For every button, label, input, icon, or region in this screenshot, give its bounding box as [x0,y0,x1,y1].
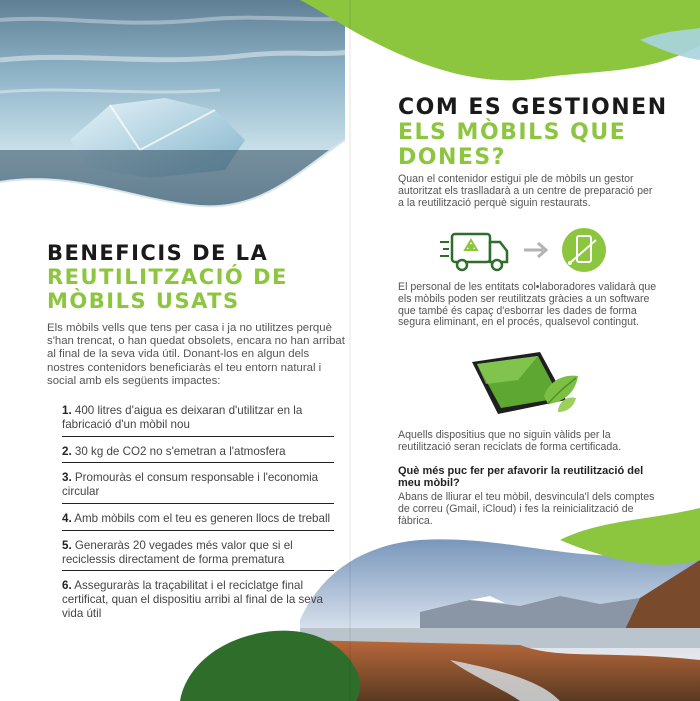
impact-text: 400 litres d'aigua es deixaran d'utilitzar en la fabricació d'un mòbil nou [62,404,303,431]
arrow-right-icon [524,243,546,257]
process-icons-row [440,228,615,274]
phone-leaf-icon [468,350,580,422]
impact-number: 5. [62,538,72,552]
impact-item [62,579,334,624]
truck-recycle-icon [440,234,507,270]
impact-text: Generaràs 20 vegades més valor que si el reciclessis directament de forma prematura [62,538,293,566]
impact-number: 6. [62,579,72,593]
faq-question: Què més puc fer per afavorir la reutilització del meu mòbil? [398,465,644,489]
sea-ice-photo [0,0,350,215]
impact-item [62,404,334,437]
right-title-line3: DONES? [398,145,507,170]
green-wave-top [300,0,700,80]
process-step-1-text: Quan el contenidor estigui ple de mòbils un gestor autoritzat els traslladarà a un centre de preparació per a la reutilització perquè siguin restaurats. [398,173,653,209]
impact-item [62,445,334,464]
impact-text: 30 kg de CO2 no s'emetran a l'atmosfera [74,444,286,458]
faq-answer: Abans de lliurar el teu mòbil, desvincula'l dels comptes de correu (Gmail, iCloud) i fes la reinicialització de fàbrica. [398,491,655,527]
impact-text: Asseguraràs la traçabilitat i el reciclatge final certificat, quan el dispositiu arribi al final de la seva vida útil [62,579,323,620]
right-title-line2: ELS MÒBILS QUE [398,120,627,145]
right-title-line1: COM ES GESTIONEN [398,95,668,120]
impact-item [62,471,334,504]
left-title-line3: MÒBILS USATS [47,289,240,313]
left-title-line1: BENEFICIS DE LA [47,241,269,265]
phone-tools-icon [562,228,606,272]
left-intro-text: Els mòbils vells que tens per casa i ja no utilitzes perquè s'han trencat, o han quedat obsolets, encara no han arribat al final de la seva vida útil. Donant-los en algun dels nostres contenidors beneficiaràs el teu entorn natural i social amb els següents impactes: [47,322,345,387]
impact-number: 2. [62,444,72,458]
process-step-2-text: El personal de les entitats col•laboradores validarà que els mòbils poden ser reutilitzats gràcies a un software que també és capaç d'esborrar les dades de forma segura eliminant, en el procés, qualsevol contingut. [398,281,657,329]
impact-number: 4. [62,511,72,525]
impacts-list [62,404,334,633]
process-step-3-text: Aquells dispositius que no siguin vàlids per la reutilització seran reciclats de forma certificada. [398,429,622,453]
impact-number: 3. [62,471,72,485]
impact-item [62,539,334,572]
impact-item [62,512,334,531]
fold-line [349,0,351,701]
impact-number: 1. [62,404,72,417]
impact-text: Promouràs el consum responsable i l'economia circular [62,471,319,499]
left-title-line2: REUTILITZACIÓ DE [47,265,288,289]
impact-text: Amb mòbils com el teu es generen llocs de treball [74,511,331,525]
